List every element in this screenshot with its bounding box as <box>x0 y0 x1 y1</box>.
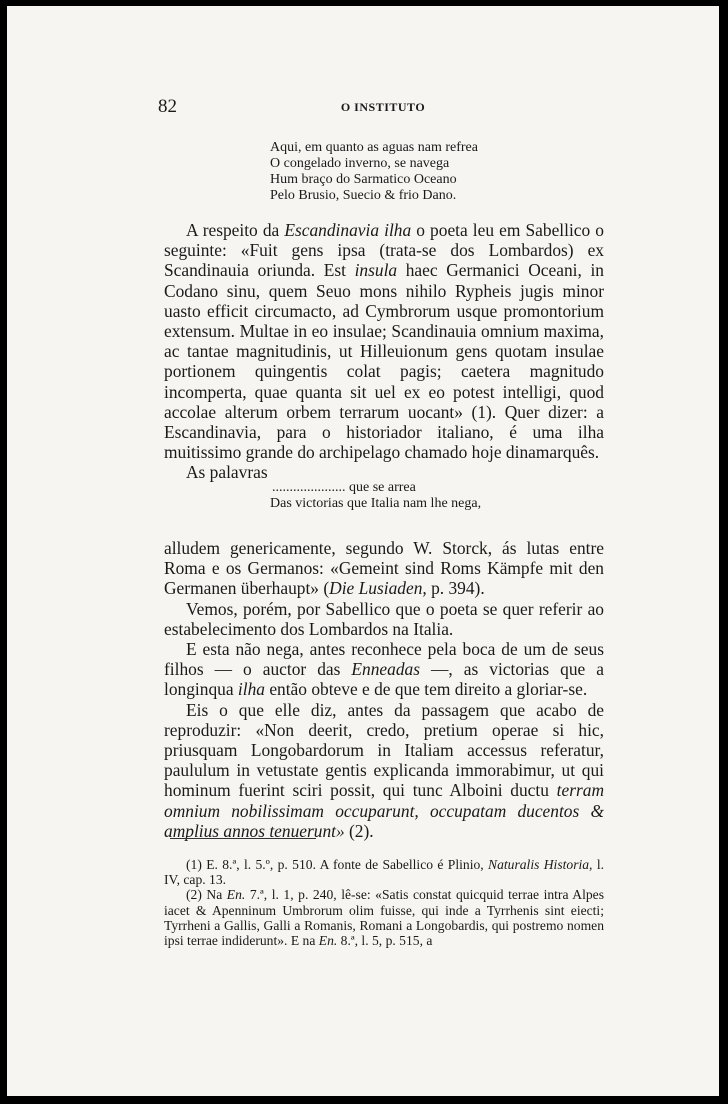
footnote-1: (1) E. 8.ª, l. 5.º, p. 510. A fonte de Sabellico é Plinio, Naturalis Historia, l. IV, cap. 13. <box>164 857 604 888</box>
body-text-upper <box>164 220 604 483</box>
paragraph-esta-nao-nega: E esta não nega, antes reconhece pela boca de um de seus filhos — o auctor das Enneadas —, as victorias que a longinqua ilha então obteve e de que tem direito a gloriar-se. <box>164 639 604 700</box>
paragraph-alludem: alludem genericamente, segundo W. Storck, ás lutas entre Roma e os Germanos: «Gemeint sind Roms Kämpfe mit den Germanen überhaupt» (Die Lusiaden, p. 394). <box>164 538 604 599</box>
verse-quotation-middle <box>270 480 481 512</box>
footnote-divider <box>170 838 316 839</box>
verse-line: Hum braço do Sarmatico Oceano <box>270 172 457 187</box>
page-header <box>158 96 608 120</box>
paragraph-vemos: Vemos, porém, por Sabellico que o poeta se quer referir ao estabelecimento dos Lombardos na Italia. <box>164 598 604 639</box>
verse-quotation-top <box>270 140 478 204</box>
running-title: O INSTITUTO <box>340 100 426 114</box>
verse-line: ..................... que se arrea <box>272 480 416 495</box>
paragraph-eis-o-que: Eis o que elle diz, antes da passagem que acabo de reproduzir: «Non deerit, credo, pretium operae si hic, priusquam Longobardorum in Italiam accessus referatur, paululum in vetustate gentis explicanda immorabimur, ut qui hominum fuerint sciri possit, qui tunc Alboini ductu terram omnium nobilissimam occuparunt, occupatam ducentos & amplius annos tenuerunt» (2). <box>164 699 604 841</box>
page-number: 82 <box>158 96 177 117</box>
body-text-lower <box>164 538 604 841</box>
verse-line: Pelo Brusio, Suecio & frio Dano. <box>270 188 457 203</box>
paragraph-as-palavras: As palavras <box>186 462 268 483</box>
footnotes <box>164 857 604 948</box>
footnote-2: (2) Na En. 7.ª, l. 1, p. 240, lê-se: «Satis constat quicquid terrae intra Alpes iacet & Apenninum Umbrorum olim fuisse, qui inde a Tyrrhenis sint eiecti; Tyrrheni a Gallis, Galli a Romanis, Romani a Longobardis, qui postremo nomen ipsi terrae indiderunt». E na En. 8.ª, l. 5, p. 515, a <box>164 887 604 949</box>
verse-line: O congelado inverno, se navega <box>270 156 450 171</box>
paragraph-escandinavia: A respeito da Escandinavia ilha o poeta leu em Sabellico o seguinte: «Fuit gens ipsa (trata-se dos Lombardos) ex Scandinauia oriunda. Est insula haec Germanici Oceani, in Codano sinu, quem Seuo mons nihilo Rypheis jugis minor uasto efficit circumacto, ad Cymbrorum usque promontorium extensum. Multae in eo insulae; Scandinauia omnium maxima, ac tantae magnitudinis, ut Hilleuionum gens quotam insulae portionem quingentis colat pagis; caetera magnitudo incomperta, quae quanta sit uel ex eo potest intelligi, quod accolae alterum orbem terrarum uocant» (1). Quer dizer: a Escandinavia, para o historiador italiano, é uma ilha muitissimo grande do archipelago chamado hoje dinamarquês. <box>164 220 604 463</box>
verse-line: Das victorias que Italia nam lhe nega, <box>270 496 482 511</box>
verse-line: Aqui, em quanto as aguas nam refrea <box>270 140 478 155</box>
